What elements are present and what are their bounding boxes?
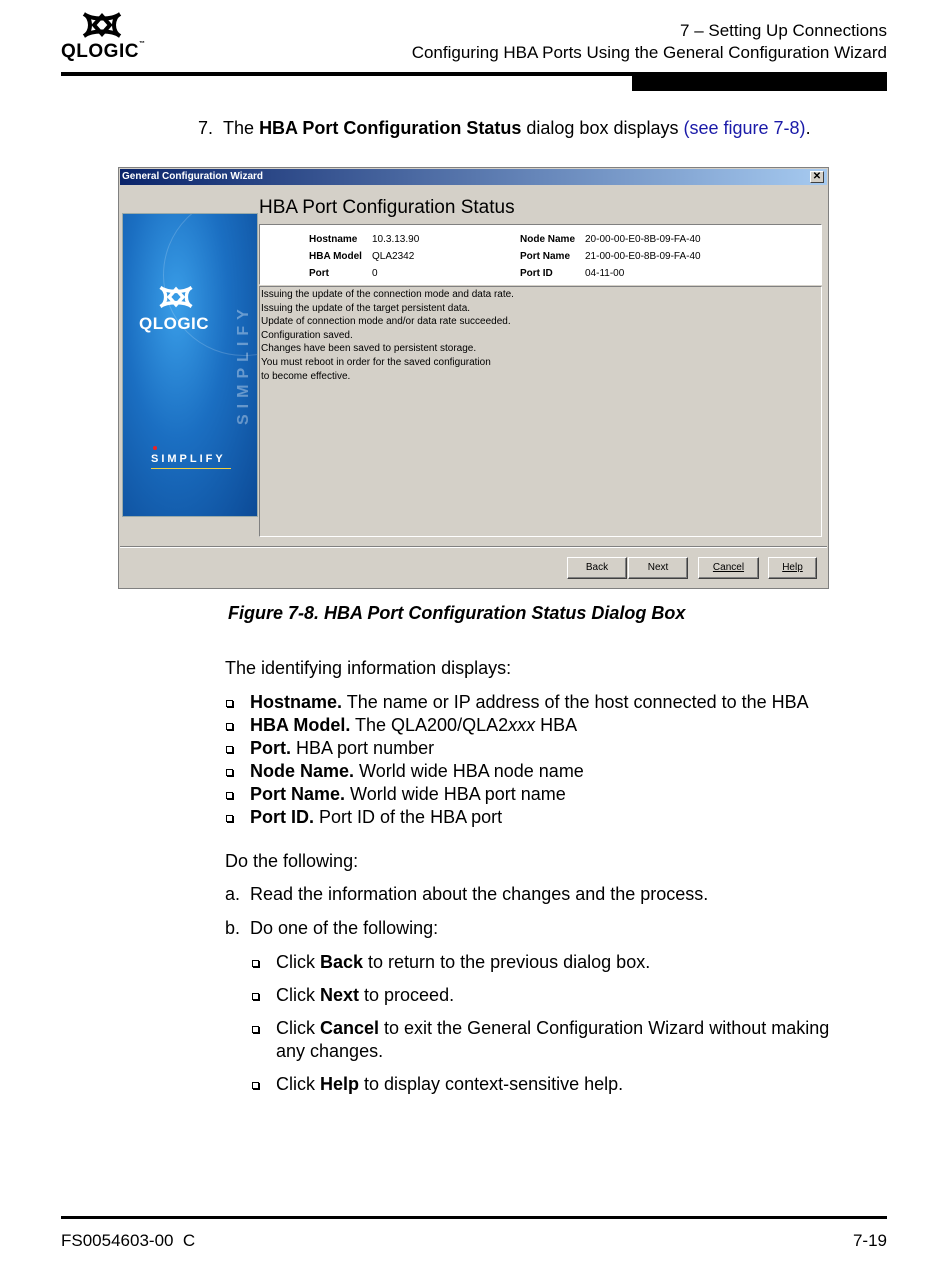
field-item-hba-model: HBA Model. The QLA200/QLA2xxx HBA xyxy=(250,715,578,735)
status-messages xyxy=(259,286,822,537)
port-id-value: 04-11-00 xyxy=(585,268,625,279)
status-message: Issuing the update of the target persistent data. xyxy=(261,302,471,314)
config-status-dialog xyxy=(118,167,829,589)
field-item-port: Port. HBA port number xyxy=(250,738,435,758)
field-item-port-name: Port Name. World wide HBA port name xyxy=(250,784,566,804)
do-following-text: Do the following: xyxy=(225,851,359,871)
status-message: Issuing the update of the connection mode and data rate. xyxy=(261,289,514,300)
banner-vertical-text: SIMPLIFY xyxy=(235,303,252,425)
help-button[interactable]: Help xyxy=(768,557,817,579)
port-label: Port xyxy=(309,268,329,279)
page-number: 7-19 xyxy=(852,1231,887,1250)
dialog-title-bar: General Configuration Wizard ✕ xyxy=(120,169,827,185)
banner-logo-text: QLOGIC xyxy=(139,314,210,333)
step-a-letter: a. xyxy=(225,884,241,904)
banner-dot xyxy=(153,446,157,450)
footer-rule xyxy=(61,1216,887,1219)
port-name-label: Port Name xyxy=(520,251,571,262)
close-icon[interactable]: ✕ xyxy=(810,171,824,183)
back-button[interactable]: Back xyxy=(567,557,627,579)
port-id-label: Port ID xyxy=(520,268,553,279)
next-button[interactable]: Next xyxy=(628,557,688,579)
button-separator xyxy=(120,546,827,548)
action-next: Click Next to proceed. xyxy=(276,985,455,1005)
banner-tagline: SIMPLIFY xyxy=(151,453,226,465)
port-value: 0 xyxy=(372,268,378,279)
step-7: 7. The HBA Port Configuration Status dialog box displays (see figure 7-8). xyxy=(198,118,811,138)
qlogic-logo-icon xyxy=(80,10,124,40)
chapter-title: 7 – Setting Up Connections xyxy=(680,21,887,40)
node-name-label: Node Name xyxy=(520,234,576,245)
wizard-side-banner xyxy=(122,213,258,517)
port-name-value: 21-00-00-E0-8B-09-FA-40 xyxy=(585,251,701,262)
field-item-port-id: Port ID. Port ID of the HBA port xyxy=(250,807,503,827)
qlogic-logo-text: QLOGIC™ xyxy=(61,41,146,62)
document-id: FS0054603-00 C xyxy=(61,1231,196,1250)
cancel-button[interactable]: Cancel xyxy=(698,557,759,579)
field-item-node-name: Node Name. World wide HBA node name xyxy=(250,761,584,781)
dialog-heading: HBA Port Configuration Status xyxy=(259,197,515,218)
field-item-hostname: Hostname. The name or IP address of the host connected to the HBA xyxy=(250,692,809,712)
intro-text: The identifying information displays: xyxy=(225,658,512,678)
status-message: to become effective. xyxy=(261,370,351,382)
action-cancel-line2: any changes. xyxy=(276,1041,384,1061)
banner-underline xyxy=(151,468,231,469)
status-message: You must reboot in order for the saved configuration xyxy=(261,356,491,368)
action-help: Click Help to display context-sensitive help. xyxy=(276,1074,624,1094)
step-b-text: Do one of the following: xyxy=(250,918,439,938)
action-cancel: Click Cancel to exit the General Configuration Wizard without making xyxy=(276,1018,830,1038)
hba-model-value: QLA2342 xyxy=(372,251,415,262)
hba-info-panel xyxy=(259,224,822,285)
step-b-letter: b. xyxy=(225,918,241,938)
header-bar xyxy=(632,76,887,91)
hba-model-label: HBA Model xyxy=(309,251,362,262)
section-title: Configuring HBA Ports Using the General Configuration Wizard xyxy=(411,43,887,62)
step-a-text: Read the information about the changes and the process. xyxy=(250,884,709,904)
action-back: Click Back to return to the previous dialog box. xyxy=(276,952,651,972)
status-message: Changes have been saved to persistent storage. xyxy=(261,343,477,355)
status-message: Update of connection mode and/or data rate succeeded. xyxy=(261,316,511,328)
status-message: Configuration saved. xyxy=(261,329,353,341)
hostname-label: Hostname xyxy=(309,234,358,245)
banner-logo-icon xyxy=(157,284,195,310)
figure-link[interactable]: (see figure 7-8) xyxy=(683,118,806,138)
hostname-value: 10.3.13.90 xyxy=(372,234,420,245)
figure-caption: Figure 7-8. HBA Port Configuration Status Dialog Box xyxy=(228,603,686,623)
node-name-value: 20-00-00-E0-8B-09-FA-40 xyxy=(585,234,701,245)
